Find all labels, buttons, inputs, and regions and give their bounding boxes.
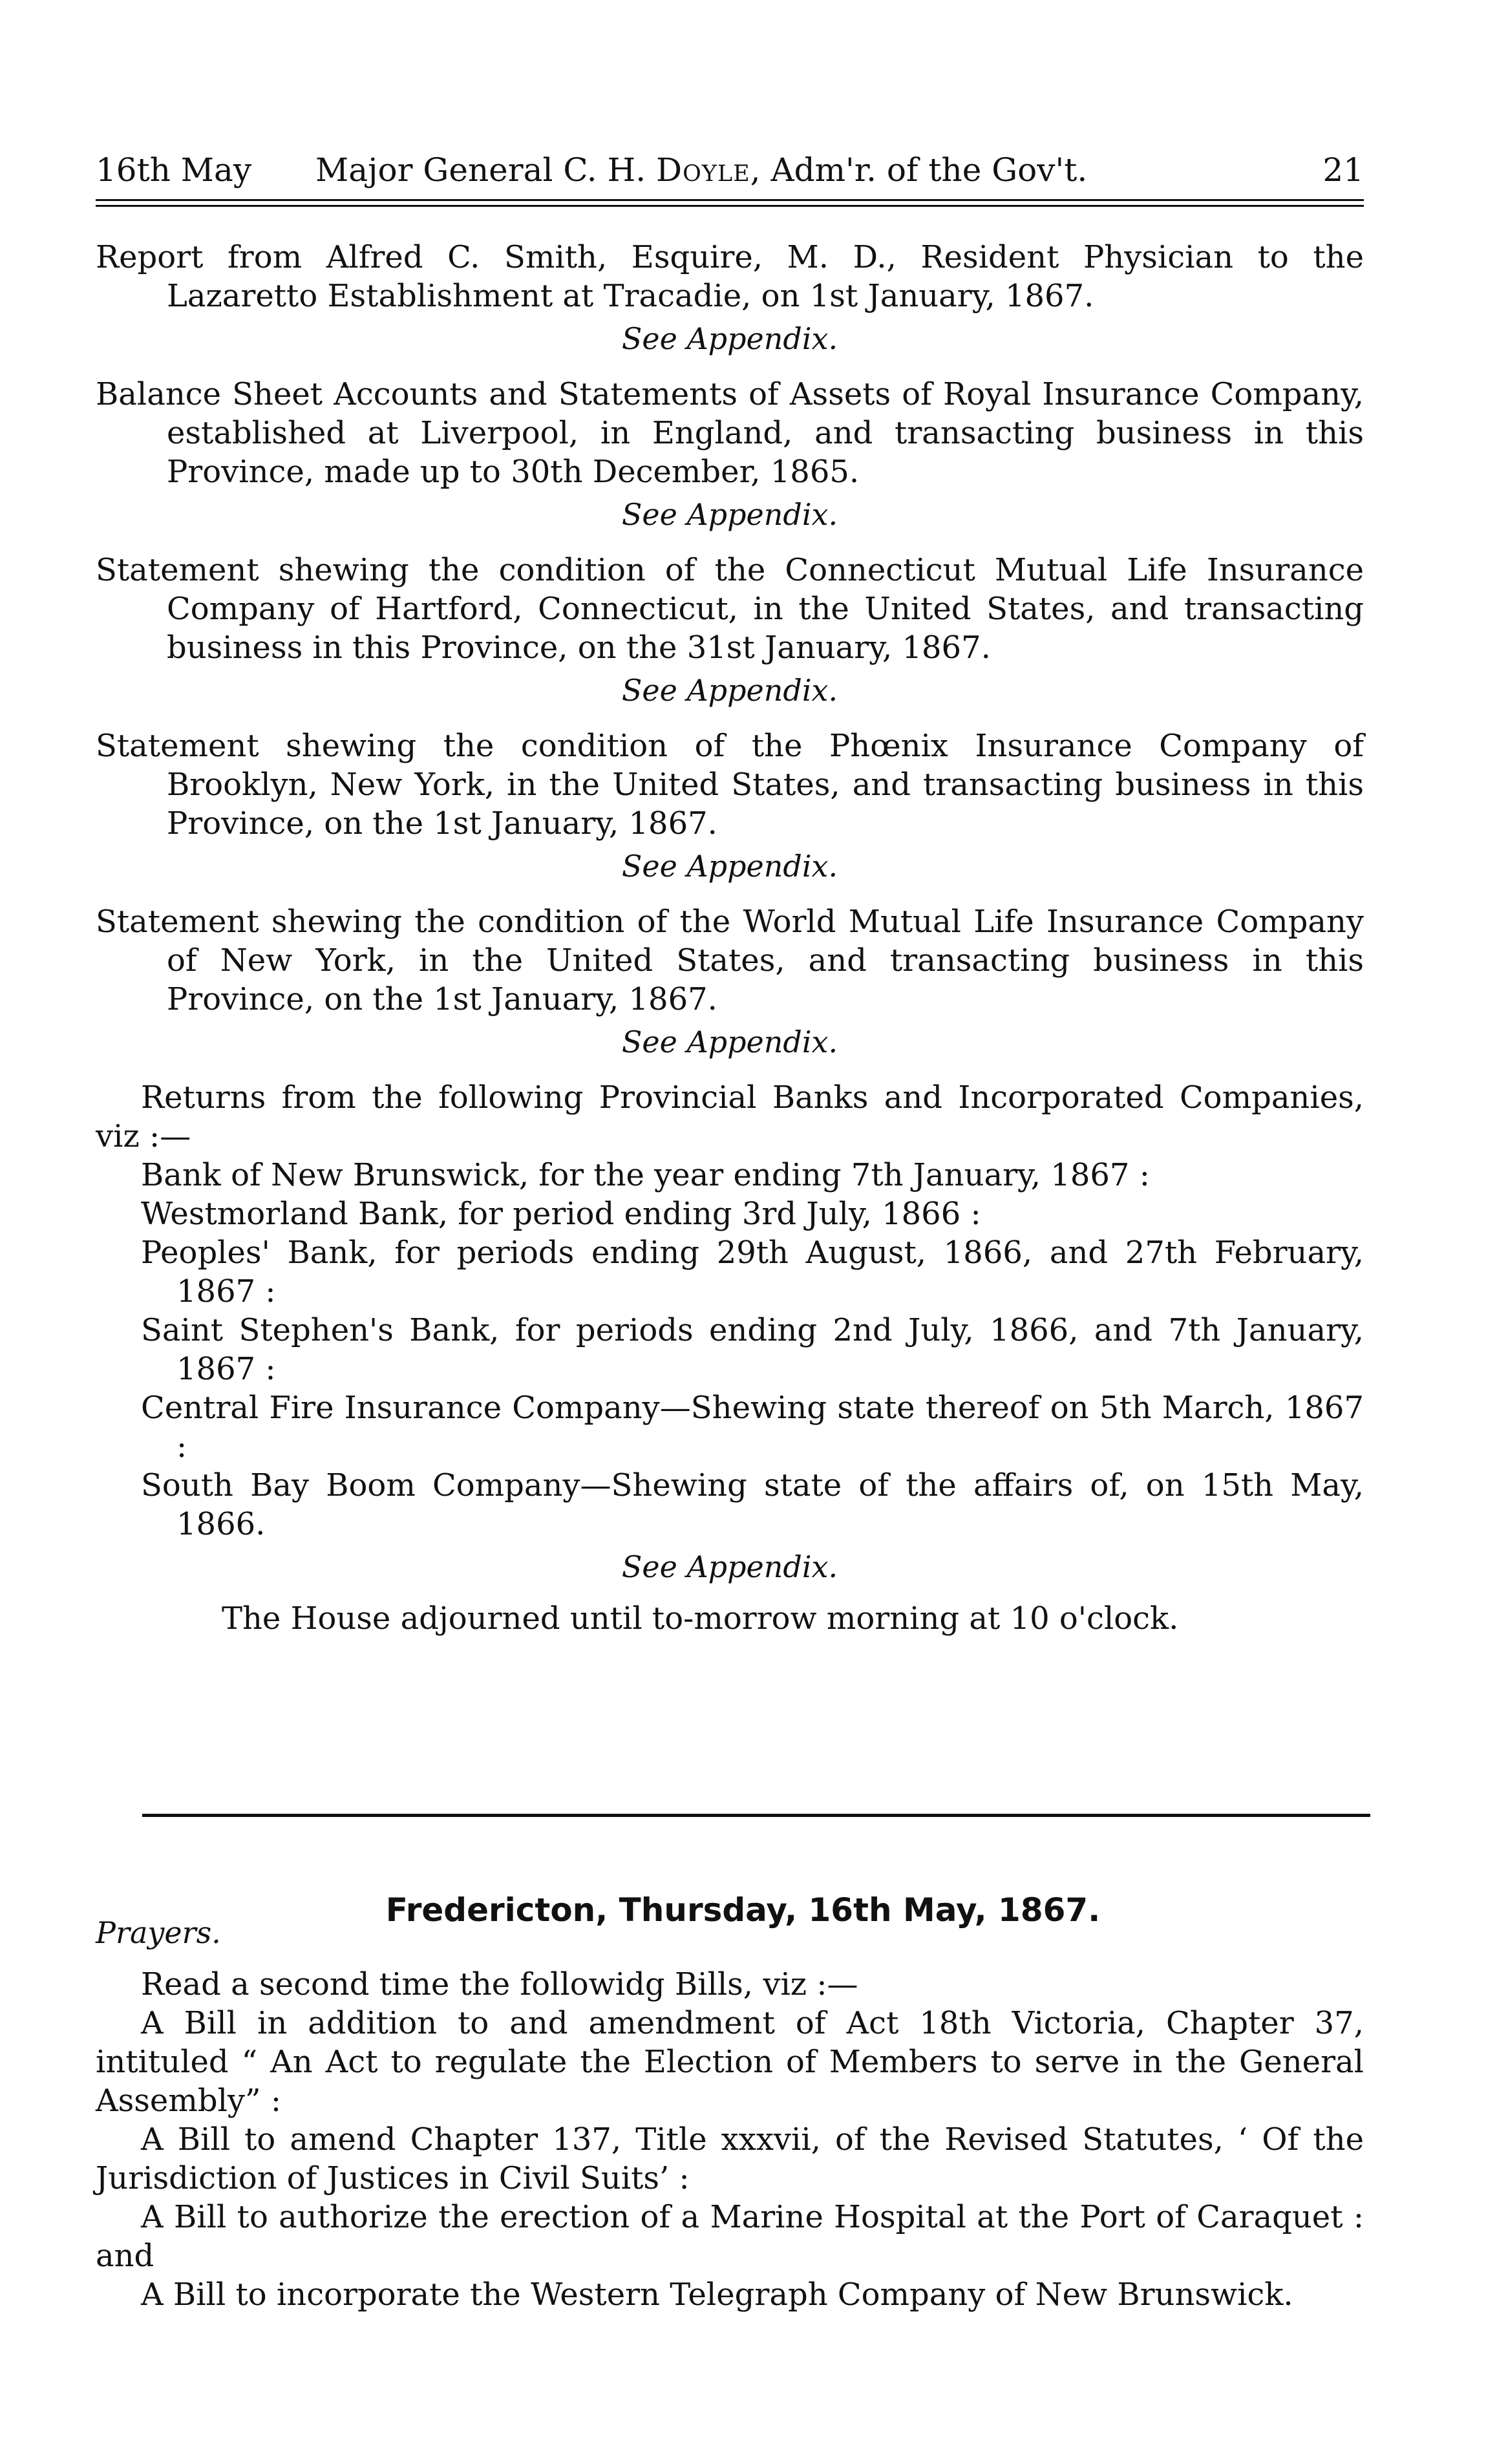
return-item: Westmorland Bank, for period ending 3rd July, 1866 :: [141, 1196, 981, 1232]
section-bills: [96, 1965, 1364, 2314]
entry-phoenix-insurance: Statement shewing the condition of the Phœnix Insurance Company of Brooklyn, New York, in the United States, and transacting business in this Province, on the 1st January, 1867.: [96, 728, 1364, 842]
returns-intro: Returns from the following Provincial Banks and Incorporated Companies, viz :—: [96, 1079, 1364, 1154]
header-title-prefix: Major General C. H.: [315, 151, 656, 189]
date-heading: Fredericton, Thursday, 16th May, 1867.: [385, 1891, 1101, 1929]
bill-item: A Bill to amend Chapter 137, Title xxxvii, of the Revised Statutes, ‘ Of the Jurisdiction of Justices in Civil Suits’ :: [96, 2121, 1364, 2196]
header-rule: [96, 199, 1364, 207]
entry-connecticut-mutual: Statement shewing the condition of the Connecticut Mutual Life Insurance Company of Hartford, Connecticut, in the United States, and transacting business in this Province, on the 31st January, 1867.: [96, 552, 1364, 666]
see-appendix: See Appendix.: [621, 673, 838, 708]
return-item: South Bay Boom Company—Shewing state of the affairs of, on 15th May, 1866.: [141, 1467, 1364, 1542]
page-number: 21: [1322, 151, 1364, 189]
running-head: [96, 143, 1364, 196]
see-appendix: See Appendix.: [621, 321, 838, 356]
entry-report-smith: Report from Alfred C. Smith, Esquire, M. D., Resident Physician to the Lazaretto Establishment at Tracadie, on 1st January, 1867.: [96, 239, 1364, 314]
bills-intro: Read a second time the followidg Bills, viz :—: [141, 1966, 858, 2002]
header-title: [315, 143, 1087, 196]
bill-item: A Bill in addition to and amendment of Act 18th Victoria, Chapter 37, intituled “ An Act to regulate the Election of Members to serve in the General Assembly” :: [96, 2005, 1364, 2119]
entry-world-mutual: Statement shewing the condition of the World Mutual Life Insurance Company of New York, in the United States, and transacting business in this Province, on the 1st January, 1867.: [96, 904, 1364, 1017]
see-appendix: See Appendix.: [621, 1549, 838, 1584]
prayers-label: Prayers.: [96, 1915, 221, 1950]
entry-royal-insurance: Balance Sheet Accounts and Statements of Assets of Royal Insurance Company, established at Liverpool, in England, and transacting business in this Province, made up to 30th December, 1865.: [96, 376, 1364, 490]
section-divider: [142, 1814, 1370, 1817]
return-item: Peoples' Bank, for periods ending 29th August, 1866, and 27th February, 1867 :: [141, 1235, 1364, 1310]
return-item: Bank of New Brunswick, for the year ending 7th January, 1867 :: [141, 1157, 1150, 1193]
see-appendix: See Appendix.: [621, 497, 838, 532]
see-appendix: See Appendix.: [621, 849, 838, 884]
see-appendix: See Appendix.: [621, 1025, 838, 1059]
header-title-name: Doyle: [655, 151, 750, 189]
bill-item: A Bill to incorporate the Western Telegraph Company of New Brunswick.: [141, 2277, 1293, 2313]
adjournment-note: The House adjourned until to-morrow morning at 10 o'clock.: [222, 1600, 1179, 1637]
bill-item: A Bill to authorize the erection of a Marine Hospital at the Port of Caraquet : and: [96, 2199, 1364, 2274]
return-item: Central Fire Insurance Company—Shewing state thereof on 5th March, 1867 :: [141, 1390, 1364, 1465]
return-item: Saint Stephen's Bank, for periods ending 2nd July, 1866, and 7th January, 1867 :: [141, 1312, 1364, 1387]
header-title-suffix: , Adm'r. of the Gov't.: [750, 151, 1088, 189]
section-reports: [96, 238, 1364, 1638]
header-date: 16th May: [96, 151, 252, 189]
